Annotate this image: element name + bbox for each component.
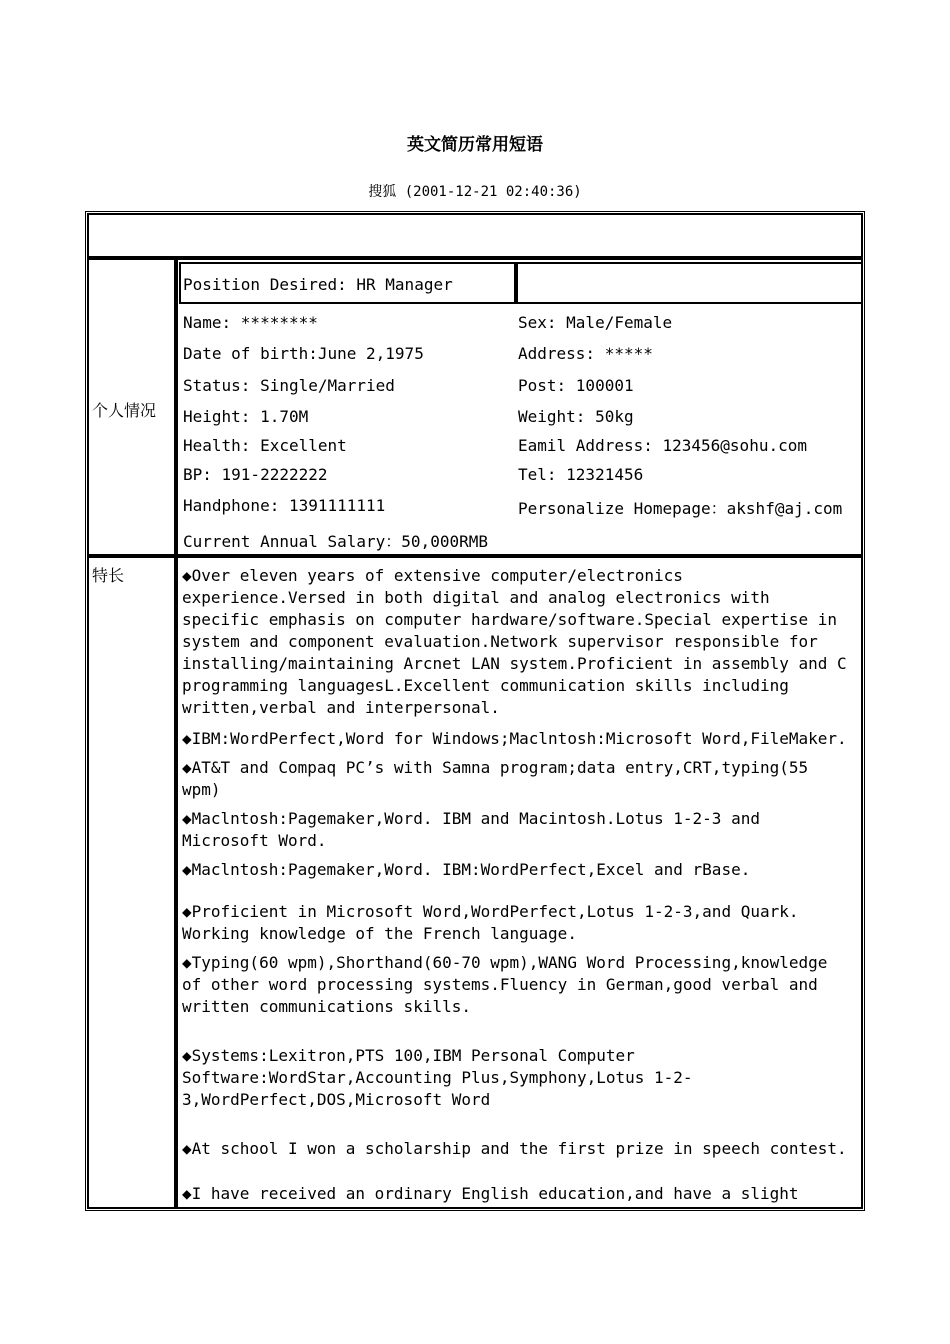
field-homepage: Personalize Homepage：akshf@aj.com <box>518 499 843 518</box>
position-empty-cell <box>516 262 863 304</box>
field-sex: Sex: Male/Female <box>518 313 673 332</box>
field-bp: BP: 191-2222222 <box>183 465 328 484</box>
field-address: Address: ***** <box>518 344 653 363</box>
field-name: Name: ******** <box>183 313 318 332</box>
skills-section-label: 特长 <box>92 566 125 585</box>
skill-item: ◆Typing(60 wpm),Shorthand(60-70 wpm),WANG Word Processing,knowledge of other word processing systems.Fluency in German,good verbal and written communications skills. <box>182 953 828 1016</box>
skill-item: ◆AT&T and Compaq PC’s with Samna program;data entry,CRT,typing(55 wpm) <box>182 758 809 799</box>
personal-section-label: 个人情况 <box>92 401 157 420</box>
field-status: Status: Single/Married <box>183 376 395 395</box>
skill-item: ◆Proficient in Microsoft Word,WordPerfect,Lotus 1-2-3,and Quark. Working knowledge of the French language. <box>182 902 799 943</box>
field-current-salary: Current Annual Salary：50,000RMB <box>183 532 488 551</box>
position-desired: Position Desired: HR Manager <box>183 275 453 294</box>
skill-item: ◆I have received an ordinary English education,and have a slight <box>182 1184 799 1203</box>
field-weight: Weight: 50kg <box>518 407 634 426</box>
field-handphone: Handphone: 1391111111 <box>183 496 386 515</box>
skills-label-cell <box>87 556 176 1209</box>
skill-item: ◆Maclntosh:Pagemaker,Word. IBM:WordPerfect,Excel and rBase. <box>182 860 751 879</box>
skill-item: ◆Systems:Lexitron,PTS 100,IBM Personal Computer Software:WordStar,Accounting Plus,Symphony,Lotus 1-2-3,WordPerfect,DOS,Microsoft Word <box>182 1046 693 1109</box>
skill-item: ◆IBM:WordPerfect,Word for Windows;Maclntosh:Microsoft Word,FileMaker. <box>182 729 847 748</box>
source-line: 搜狐 (2001-12-21 02:40:36) <box>368 184 582 200</box>
field-post: Post: 100001 <box>518 376 634 395</box>
field-health: Health: Excellent <box>183 436 347 455</box>
document-title: 英文简历常用短语 <box>407 135 543 155</box>
skill-item: ◆Maclntosh:Pagemaker,Word. IBM and Macintosh.Lotus 1-2-3 and Microsoft Word. <box>182 809 760 850</box>
skill-item: ◆At school I won a scholarship and the first prize in speech contest. <box>182 1139 847 1158</box>
table-header-empty-cell <box>87 213 863 258</box>
field-tel: Tel: 12321456 <box>518 465 644 484</box>
field-date-of-birth: Date of birth:June 2,1975 <box>183 344 424 363</box>
skill-item: ◆Over eleven years of extensive computer/electronics experience.Versed in both digital and analog electronics with specific emphasis on computer hardware/software.Special expertise in system and component evaluation.Network supervisor responsible for installing/maintaining Arcnet LAN system.Proficient in assembly and C programming languagesL.Excellent communication skills including written,verbal and interpersonal. <box>182 566 847 717</box>
field-height: Height: 1.70M <box>183 407 309 426</box>
field-email: Eamil Address: 123456@sohu.com <box>518 436 807 455</box>
